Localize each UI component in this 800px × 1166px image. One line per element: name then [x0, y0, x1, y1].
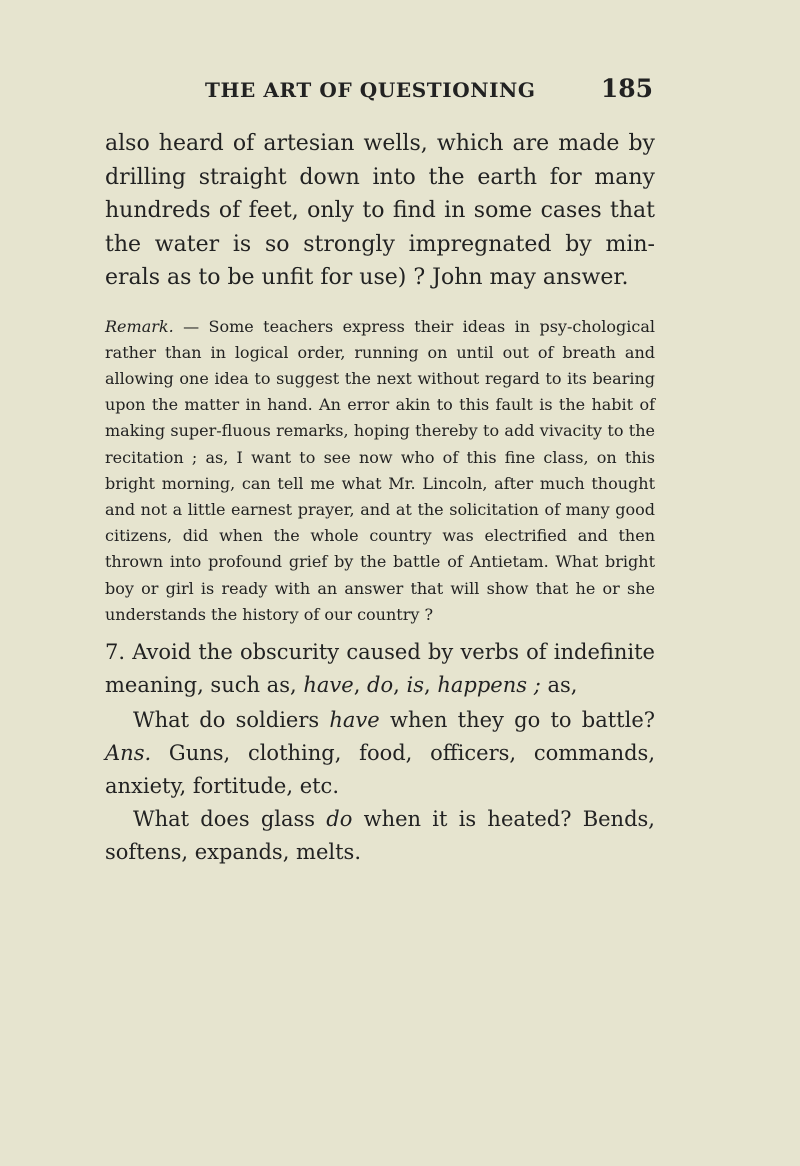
- comma-two: ,: [393, 672, 407, 697]
- page-header: [0, 74, 800, 110]
- remark-paragraph: [105, 314, 655, 628]
- comma-one: ,: [353, 672, 368, 697]
- rule-prefix: 7. Avoid the obscurity caused by verbs of indefinite meaning, such as,: [105, 639, 655, 697]
- example-one-prefix: What do soldiers: [133, 707, 330, 732]
- verb-is: is: [406, 672, 424, 697]
- example-two-verb: do: [326, 806, 353, 831]
- page-number: 185: [600, 74, 653, 103]
- example-glass: [105, 803, 655, 869]
- rule-seven-paragraph: [105, 636, 655, 702]
- verb-do: do: [367, 672, 394, 697]
- opening-text: also heard of artesian wells, which are made by drilling straight down into the earth for many hundreds of feet, only to find in some cases that the water is so strongly impregnated by min-erals as to be unfit for use) ? John may answer.: [105, 131, 655, 290]
- rule-suffix: as,: [540, 672, 578, 697]
- example-two-suffix: when it is heated? Bends, softens, expands, melts.: [105, 806, 655, 864]
- verb-happens: happens ;: [437, 672, 541, 697]
- example-one-verb: have: [329, 707, 380, 732]
- remark-label: Remark.: [105, 316, 174, 336]
- example-one-middle: when they go to battle?: [379, 707, 656, 732]
- remark-text: — Some teachers express their ideas in psy-chological rather than in logical order, running on until out of breath and allowing one idea to suggest the next without regard to its bearing upon the matter in hand. An error akin to this fault is the habit of making super-fluous remarks, hoping thereby to add vivacity to the recitation ; as, I want to see now who of this fine class, on this bright morning, can tell me what Mr. Lincoln, after much thought and not a little earnest prayer, and at the solicitation of many good citizens, did when the whole country was electrified and then thrown into profound grief by the battle of Antietam. What bright boy or girl is ready with an answer that will show that he or she understands the history of our country ?: [105, 316, 655, 624]
- example-one-answer: Guns, clothing, food, officers, commands, anxiety, fortitude, etc.: [105, 740, 655, 798]
- opening-paragraph: [105, 127, 655, 295]
- page-content: [105, 127, 655, 869]
- verb-have: have: [303, 672, 354, 697]
- answer-label: Ans.: [105, 740, 152, 765]
- running-head: THE ART OF QUESTIONING: [205, 78, 536, 102]
- example-soldiers: [105, 704, 655, 803]
- example-two-prefix: What does glass: [133, 806, 327, 831]
- comma-three: ,: [424, 672, 438, 697]
